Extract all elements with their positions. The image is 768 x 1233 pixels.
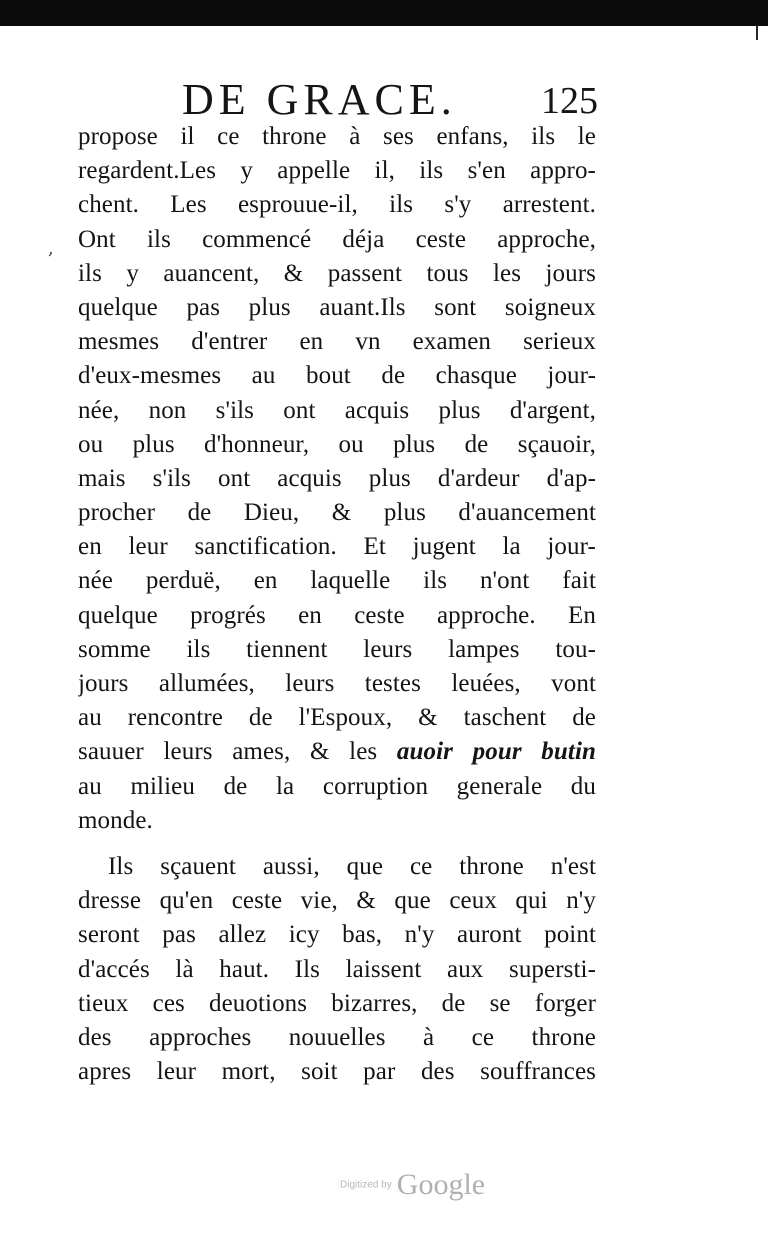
text-line: chent. Les esprouue-il, ils s'y arrestent. bbox=[78, 191, 596, 219]
text-line: mesmes d'entrer en vn examen serieux bbox=[78, 328, 596, 356]
text-line: monde. bbox=[78, 806, 153, 834]
text-line: Ont ils commencé déja ceste approche, bbox=[78, 225, 596, 253]
running-head: DE GRACE. bbox=[182, 75, 457, 124]
paragraph-gap bbox=[78, 838, 596, 850]
paragraph-2 bbox=[78, 850, 596, 1089]
text-line: quelque progrés en ceste approche. En bbox=[78, 601, 596, 629]
text-line: tieux ces deuotions bizarres, de se forger bbox=[78, 989, 596, 1017]
text-line-with-italic bbox=[78, 735, 596, 769]
text-line: dresse qu'en ceste vie, & que ceux qui n'y bbox=[78, 887, 596, 915]
paragraph-1 bbox=[78, 120, 596, 838]
text-line: d'accés là haut. Ils laissent aux supersti- bbox=[78, 955, 596, 983]
watermark-prefix: Digitized by bbox=[340, 1179, 392, 1191]
text-line: née, non s'ils ont acquis plus d'argent, bbox=[78, 396, 596, 424]
text-line: quelque pas plus auant.Ils sont soigneux bbox=[78, 293, 596, 321]
body-text bbox=[78, 120, 596, 1130]
watermark-brand: Google bbox=[396, 1168, 486, 1201]
text-line: au milieu de la corruption generale du bbox=[78, 772, 596, 800]
text-line: apres leur mort, soit par des souffrances bbox=[78, 1058, 596, 1086]
text-line: procher de Dieu, & plus d'auancement bbox=[78, 499, 596, 527]
text-line: au rencontre de l'Espoux, & taschent de bbox=[78, 704, 596, 732]
text-line: mais s'ils ont acquis plus d'ardeur d'ap- bbox=[78, 464, 596, 492]
italic-phrase: auoir pour butin bbox=[396, 738, 596, 766]
text-line: ou plus d'honneur, ou plus de sçauoir, bbox=[78, 430, 596, 458]
text-line: née perduë, en laquelle ils n'ont fait bbox=[78, 567, 596, 595]
page-number: 125 bbox=[541, 80, 598, 122]
digitized-watermark bbox=[340, 1168, 485, 1200]
text-line: seront pas allez icy bas, n'y auront point bbox=[78, 921, 596, 949]
text-line-lead: sauuer leurs ames, & les bbox=[78, 738, 378, 766]
text-line: Ils sçauent aussi, que ce throne n'est bbox=[108, 852, 596, 880]
scan-top-border bbox=[0, 0, 768, 26]
text-line: en leur sanctification. Et jugent la jour- bbox=[78, 533, 596, 561]
text-line: des approches nouuelles à ce throne bbox=[78, 1023, 596, 1051]
scan-edge-mark bbox=[756, 26, 758, 40]
text-line: propose il ce throne à ses enfans, ils le bbox=[78, 123, 596, 150]
text-line: ils y auancent, & passent tous les jours bbox=[78, 259, 596, 287]
text-line: d'eux-mesmes au bout de chasque jour- bbox=[78, 362, 596, 390]
margin-mark: , bbox=[48, 238, 54, 259]
text-line: somme ils tiennent leurs lampes tou- bbox=[78, 635, 596, 663]
text-line: jours allumées, leurs testes leuées, vont bbox=[78, 670, 596, 697]
text-line: regardent.Les y appelle il, ils s'en appro- bbox=[78, 157, 596, 185]
